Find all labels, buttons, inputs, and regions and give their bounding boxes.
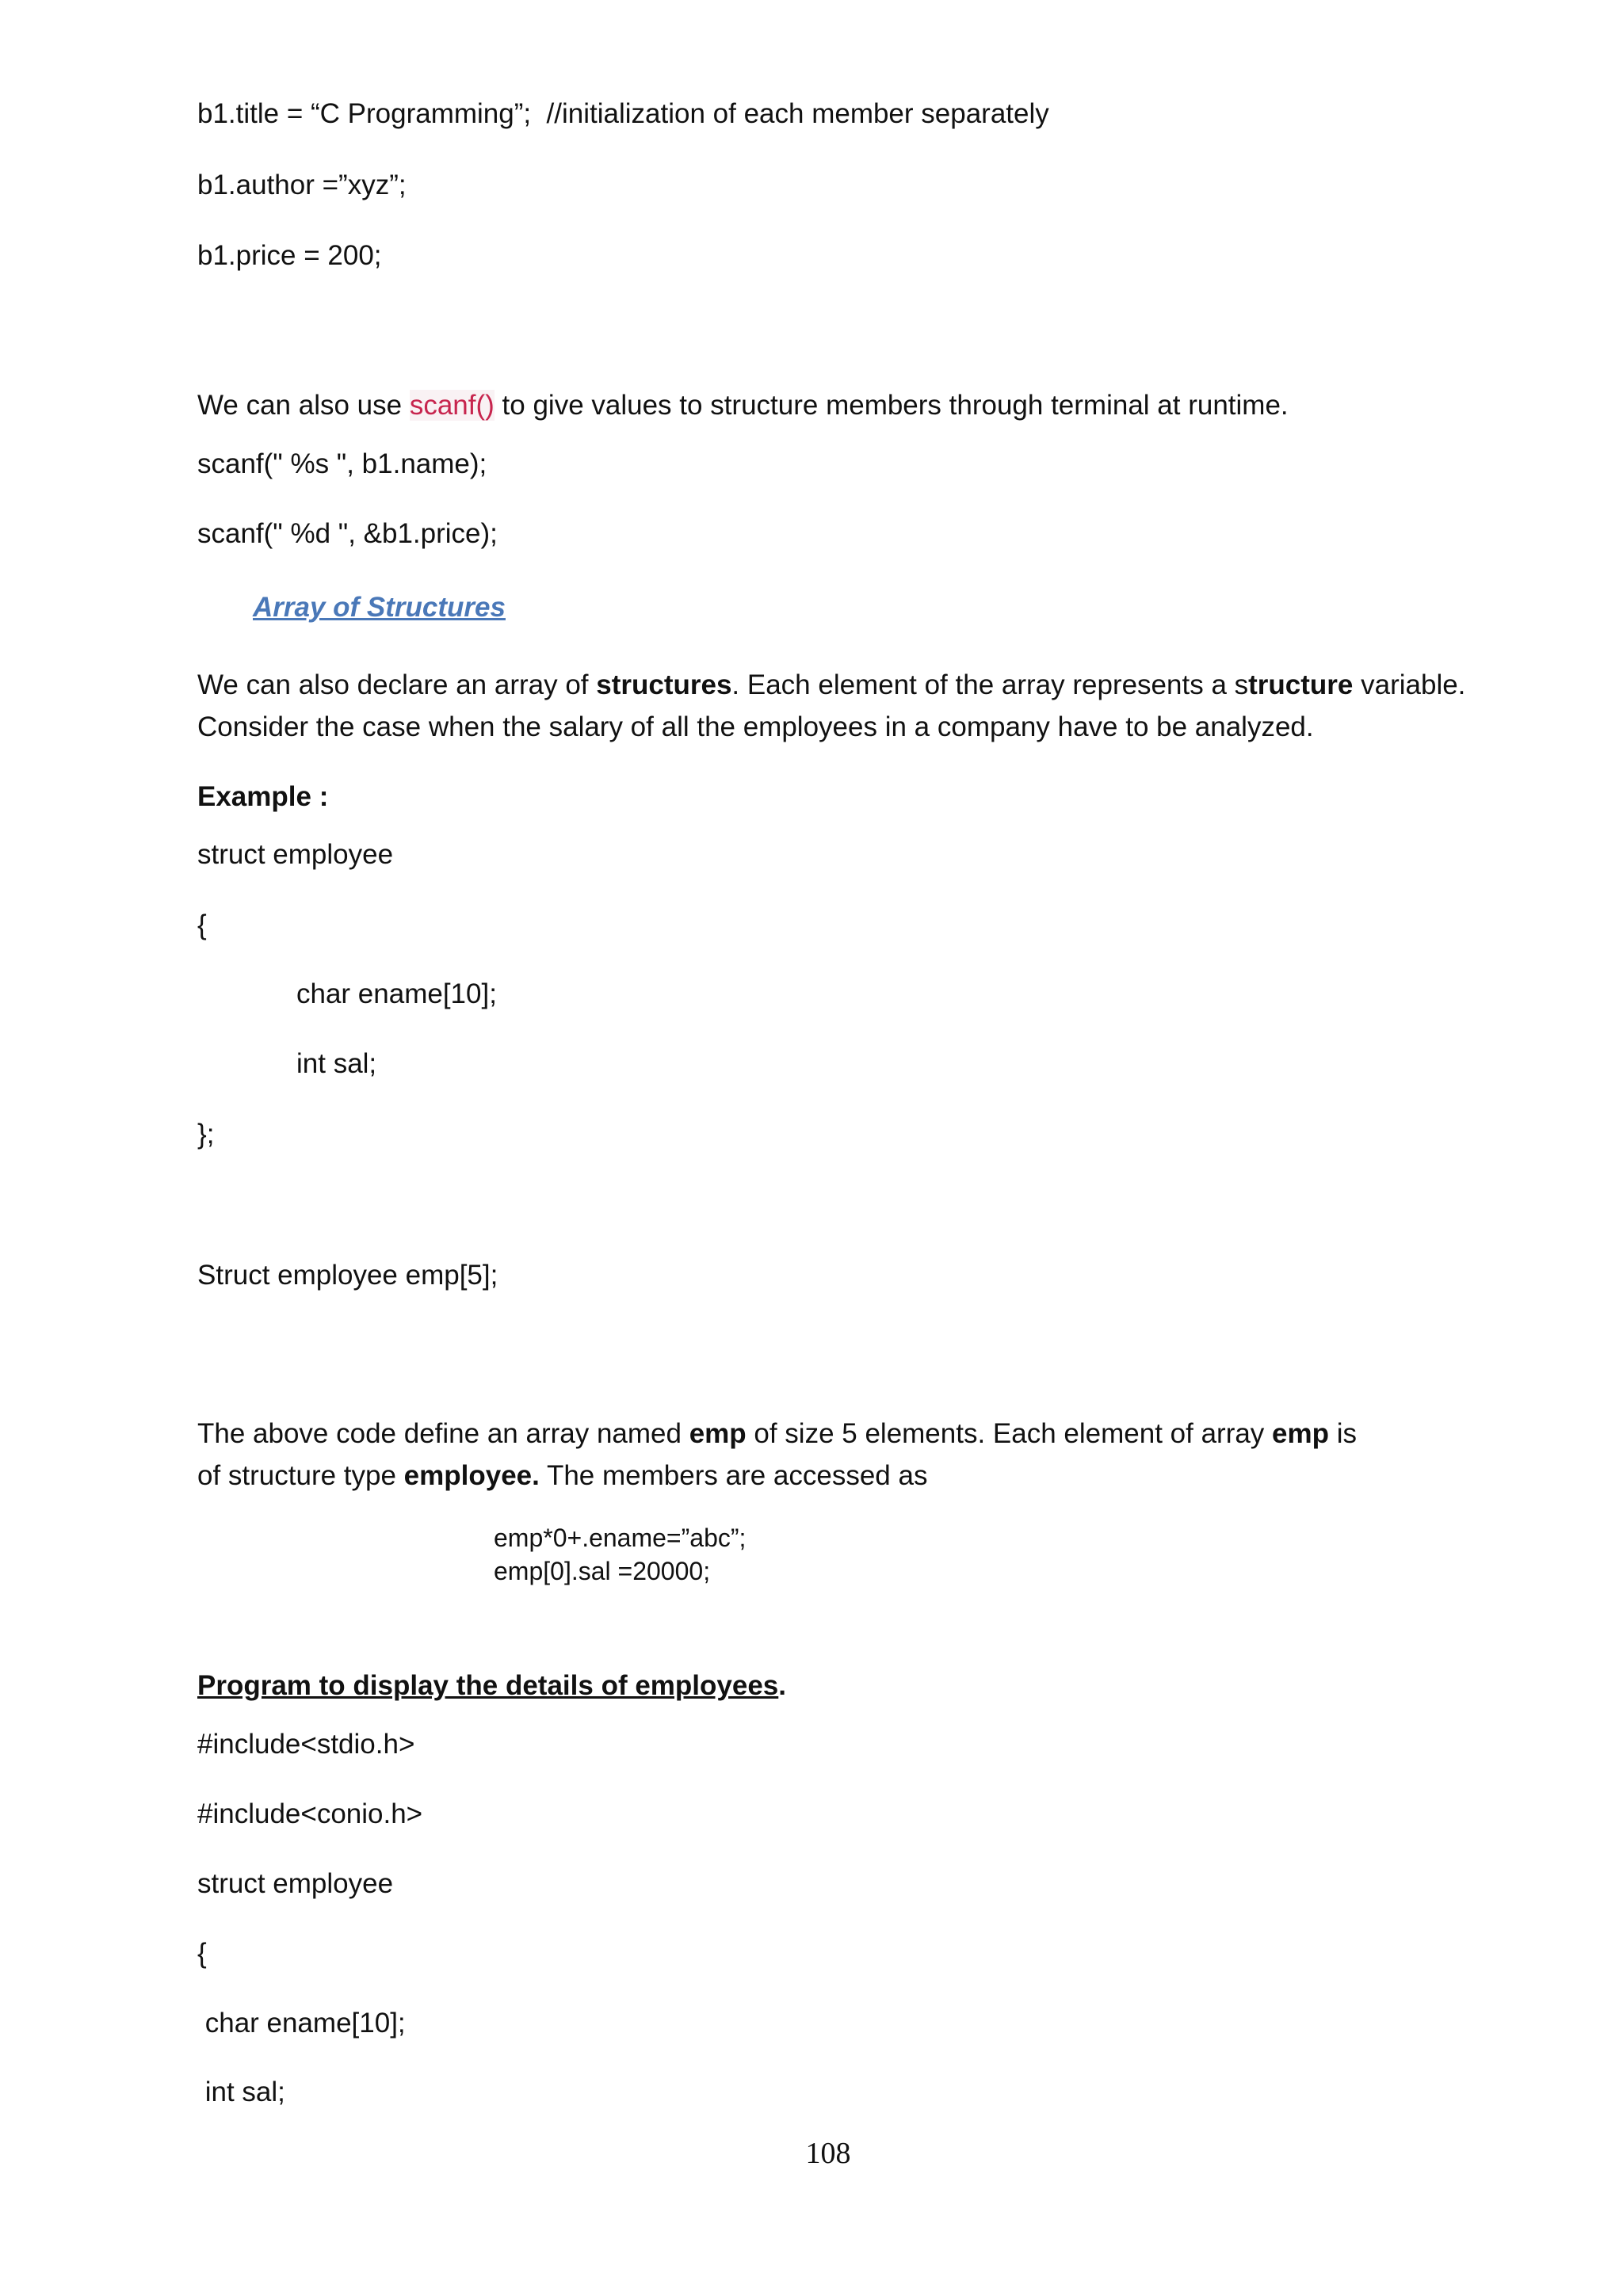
scanf-inline-code: scanf() — [409, 390, 495, 421]
text-run: The above code define an array named — [197, 1418, 689, 1449]
scanf-paragraph — [197, 388, 1289, 423]
program-code-line: #include<conio.h> — [197, 1798, 423, 1829]
program-code-line: struct employee — [197, 1868, 394, 1899]
program-code-line: char ename[10]; — [197, 2008, 406, 2039]
bold-term: emp — [689, 1418, 747, 1449]
scanf-line-name: scanf(" %s ", b1.name); — [197, 448, 487, 479]
program-code-line: int sal; — [197, 2077, 285, 2107]
example-code-line: int sal; — [296, 1048, 377, 1079]
array-paragraph-line2: Consider the case when the salary of all the employees in a company have to be analyzed. — [197, 711, 1314, 742]
text-run: We can also declare an array of — [197, 669, 597, 700]
scanf-line-price: scanf(" %d ", &b1.price); — [197, 518, 498, 549]
program-heading — [197, 1669, 786, 1703]
example-label: Example : — [197, 781, 329, 812]
program-code-line: { — [197, 1938, 207, 1969]
access-code-line: emp[0].sal =20000; — [494, 1557, 711, 1585]
bold-term: structures — [596, 669, 732, 700]
bold-term: employee. — [403, 1460, 540, 1491]
explain-paragraph-line2 — [197, 1459, 927, 1493]
text-run: variable. — [1353, 669, 1466, 700]
access-code-line: emp*0+.ename=”abc”; — [494, 1524, 747, 1552]
text-run: . Each element of the array represents a s — [731, 669, 1249, 700]
example-code-line: struct employee — [197, 839, 394, 870]
example-code-line: { — [197, 910, 207, 940]
program-heading-period: . — [778, 1670, 786, 1701]
code-line-title: b1.title = “C Programming”; //initialization of each member separately — [197, 98, 1049, 129]
bold-term: tructure — [1248, 669, 1354, 700]
array-paragraph-line1 — [197, 668, 1465, 703]
page-number: 108 — [805, 2137, 851, 2170]
text-run: of structure type — [197, 1460, 404, 1491]
scanf-para-text-end: to give values to structure members through terminal at runtime. — [494, 390, 1289, 421]
example-code-line: }; — [197, 1119, 215, 1150]
program-code-line: #include<stdio.h> — [197, 1729, 415, 1760]
text-run: of size 5 elements. Each element of array — [746, 1418, 1273, 1449]
program-heading-text: Program to display the details of employees — [197, 1670, 779, 1701]
scanf-para-text: We can also use — [197, 390, 410, 421]
code-line-price: b1.price = 200; — [197, 240, 382, 271]
explain-paragraph-line1 — [197, 1417, 1357, 1451]
text-run: is — [1329, 1418, 1358, 1449]
code-line-author: b1.author =”xyz”; — [197, 170, 407, 200]
example-code-line: Struct employee emp[5]; — [197, 1260, 498, 1291]
bold-term: emp — [1272, 1418, 1330, 1449]
example-code-line: char ename[10]; — [296, 978, 497, 1009]
section-heading: Array of Structures — [253, 592, 506, 623]
text-run: The members are accessed as — [539, 1460, 928, 1491]
